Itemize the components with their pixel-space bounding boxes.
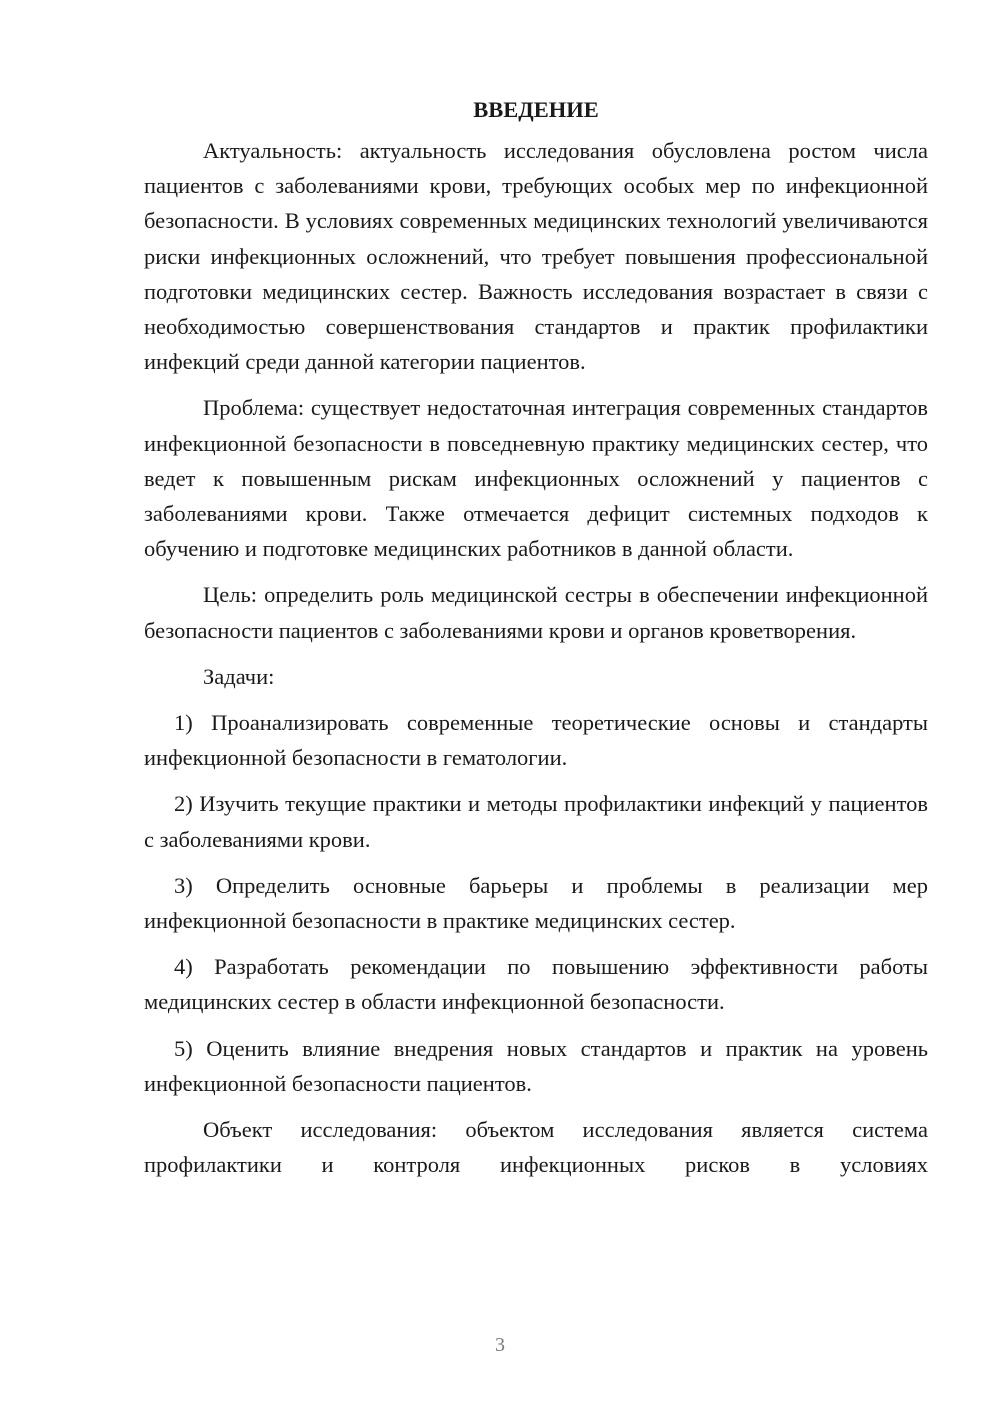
- problem-paragraph: Проблема: существует недостаточная интеграция современных стандартов инфекционной безопасности в повседневную практику медицинских сестер, что ведет к повышенным рискам инфекционных осложнений у пациентов с заболеваниями крови. Также отмечается дефицит системных подходов к обучению и подготовке медицинских работников в данной области.: [144, 395, 928, 562]
- task-item: 5) Оценить влияние внедрения новых стандартов и практик на уровень инфекционной безопасности пациентов.: [144, 1035, 928, 1096]
- task-item: 3) Определить основные барьеры и проблемы в реализации мер инфекционной безопасности в практике медицинских сестер.: [144, 872, 928, 934]
- object-paragraph: Объект исследования: объектом исследования является система профилактики и контроля инфекционных рисков в условиях: [144, 1117, 928, 1178]
- tasks-label: Задачи:: [203, 663, 275, 689]
- section-heading: ВВЕДЕНИЕ: [473, 97, 599, 122]
- task-item: 4) Разработать рекомендации по повышению эффективности работы медицинских сестер в области инфекционной безопасности.: [144, 954, 928, 1015]
- page-number: 3: [495, 1334, 505, 1356]
- relevance-paragraph: Актуальность: актуальность исследования обусловлена ростом числа пациентов с заболеваниями крови, требующих особых мер по инфекционной безопасности. В условиях современных медицинских технологий увеличиваются риски инфекционных осложнений, что требует повышения профессиональной подготовки медицинских сестер. Важность исследования возрастает в связи с необходимостью совершенствования стандартов и практик профилактики инфекций среди данной категории пациентов.: [144, 138, 928, 375]
- task-item: 1) Проанализировать современные теоретические основы и стандарты инфекционной безопасности в гематологии.: [144, 710, 928, 771]
- goal-paragraph: Цель: определить роль медицинской сестры в обеспечении инфекционной безопасности пациентов с заболеваниями крови и органов кроветворения.: [144, 582, 928, 643]
- task-item: 2) Изучить текущие практики и методы профилактики инфекций у пациентов с заболеваниями крови.: [144, 791, 928, 852]
- document-page: [144, 92, 928, 1193]
